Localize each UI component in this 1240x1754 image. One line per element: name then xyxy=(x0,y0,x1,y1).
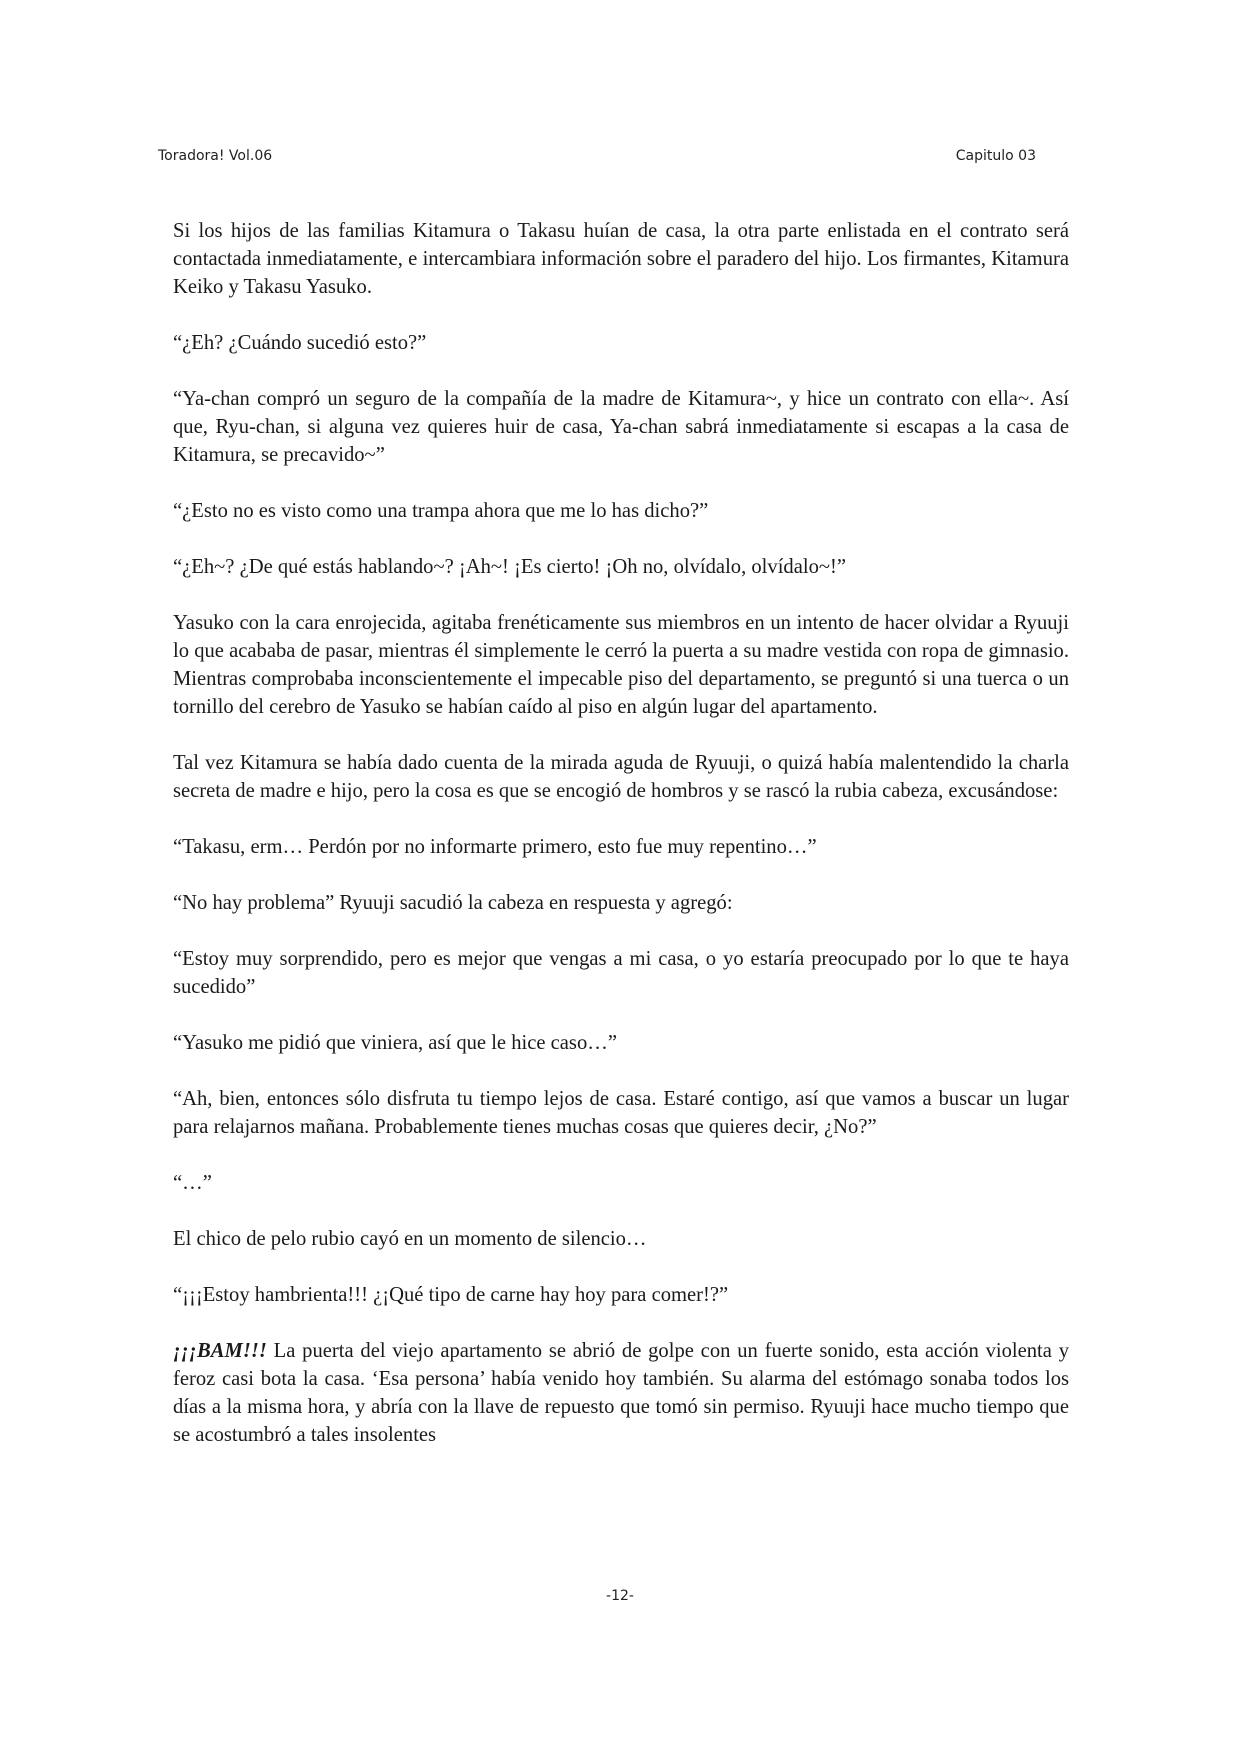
paragraph: “No hay problema” Ryuuji sacudió la cabeza en respuesta y agregó: xyxy=(173,892,733,914)
paragraph: “¿Eh? ¿Cuándo sucedió esto?” xyxy=(173,332,427,354)
paragraph: “Ya-chan compró un seguro de la compañía de la madre de Kitamura~, y hice un contrato con ella~. Así que, Ryu-chan, si alguna vez quieres huir de casa, Ya-chan sabrá inmediatamente si escapas a la casa de Kitamura, se precavido~” xyxy=(173,388,1069,466)
final-paragraph-text: La puerta del viejo apartamento se abrió de golpe con un fuerte sonido, esta acción violenta y feroz casi bota la casa. ‘Esa persona’ había venido hoy también. Su alarma del estómago sonaba todos los días a la misma hora, y abría con la llave de repuesto que tomó sin permiso. Ryuuji hace mucho tiempo que se acostumbró a tales insolentes xyxy=(173,1340,1069,1446)
paragraph: “Takasu, erm… Perdón por no informarte primero, esto fue muy repentino…” xyxy=(173,836,817,858)
paragraph: “Yasuko me pidió que viniera, así que le hice caso…” xyxy=(173,1032,617,1054)
header-chapter: Capitulo 03 xyxy=(955,148,1036,164)
paragraph: “Ah, bien, entonces sólo disfruta tu tiempo lejos de casa. Estaré contigo, así que vamos a buscar un lugar para relajarnos mañana. Probablemente tienes muchas cosas que quieres decir, ¿No?” xyxy=(173,1088,1069,1138)
paragraph: Tal vez Kitamura se había dado cuenta de la mirada aguda de Ryuuji, o quizá había malentendido la charla secreta de madre e hijo, pero la cosa es que se encogió de hombros y se rascó la rubia cabeza, excusándose: xyxy=(173,752,1069,802)
paragraph: “¿Eh~? ¿De qué estás hablando~? ¡Ah~! ¡Es cierto! ¡Oh no, olvídalo, olvídalo~!” xyxy=(173,556,847,578)
paragraph: “¡¡¡Estoy hambrienta!!! ¿¡Qué tipo de carne hay hoy para comer!?” xyxy=(173,1284,729,1306)
paragraph: “…” xyxy=(173,1172,212,1194)
paragraph: “¿Esto no es visto como una trampa ahora que me lo has dicho?” xyxy=(173,500,709,522)
paragraph: Si los hijos de las familias Kitamura o Takasu huían de casa, la otra parte enlistada en el contrato será contactada inmediatamente, e intercambiara información sobre el paradero del hijo. Los firmantes, Kitamura Keiko y Takasu Yasuko. xyxy=(173,220,1069,298)
sound-effect-emphasis: ¡¡¡BAM!!! xyxy=(173,1340,267,1362)
body-text xyxy=(173,217,1069,1449)
paragraph: Yasuko con la cara enrojecida, agitaba frenéticamente sus miembros en un intento de hacer olvidar a Ryuuji lo que acababa de pasar, mientras él simplemente le cerró la puerta a su madre vestida con ropa de gimnasio. Mientras comprobaba inconscientemente el impecable piso del departamento, se preguntó si una tuerca o un tornillo del cerebro de Yasuko se habían caído al piso en algún lugar del apartamento. xyxy=(173,612,1069,718)
header-book-title: Toradora! Vol.06 xyxy=(158,148,273,164)
page-number: -12- xyxy=(606,1588,634,1604)
paragraph: El chico de pelo rubio cayó en un momento de silencio… xyxy=(173,1228,647,1250)
paragraph: “Estoy muy sorprendido, pero es mejor que vengas a mi casa, o yo estaría preocupado por lo que te haya sucedido” xyxy=(173,948,1069,998)
running-header xyxy=(158,148,1036,164)
final-paragraph xyxy=(173,1337,1069,1449)
